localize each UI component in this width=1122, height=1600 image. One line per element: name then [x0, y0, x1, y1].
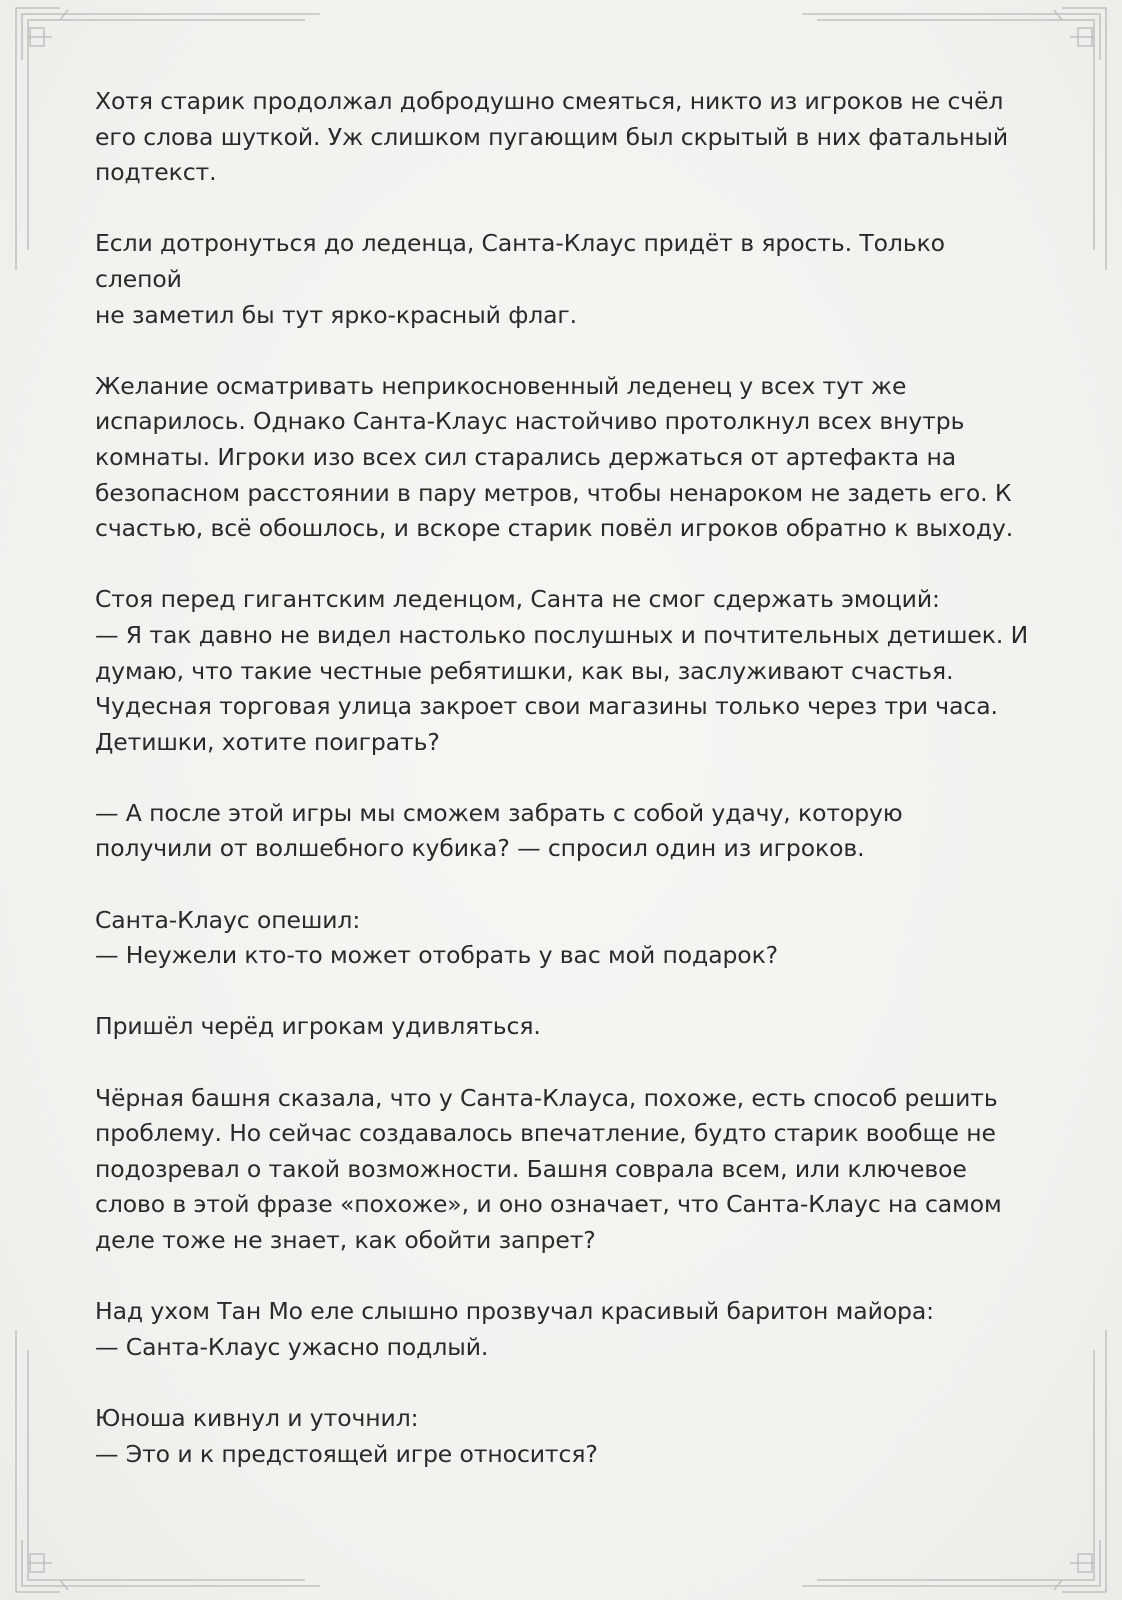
paragraph-4: [95, 582, 1035, 760]
paragraph-5: [95, 796, 1035, 867]
text-line: проблему. Но сейчас создавалось впечатление, будто старик вообще не: [95, 1119, 996, 1148]
text-line: получили от волшебного кубика? — спросил один из игроков.: [95, 834, 865, 863]
text-line: Санта-Клаус опешил:: [95, 905, 361, 934]
text-line: Чудесная торговая улица закроет свои магазины только через три часа.: [95, 692, 998, 721]
text-line: Пришёл черёд игрокам удивляться.: [95, 1012, 541, 1041]
paragraph-6: [95, 903, 1035, 974]
text-line: Чёрная башня сказала, что у Санта-Клауса, похоже, есть способ решить: [95, 1083, 998, 1112]
text-line: счастью, всё обошлось, и вскоре старик повёл игроков обратно к выходу.: [95, 514, 1014, 543]
text-line: комнаты. Игроки изо всех сил старались держаться от артефакта на: [95, 442, 957, 471]
text-line: Над ухом Тан Мо еле слышно прозвучал красивый баритон майора:: [95, 1297, 934, 1326]
text-line: думаю, что такие честные ребятишки, как вы, заслуживают счастья.: [95, 656, 954, 685]
paragraph-7: [95, 1009, 1035, 1045]
text-line: испарилось. Однако Санта-Клаус настойчиво протолкнул всех внутрь: [95, 407, 965, 436]
text-line: — Санта-Клаус ужасно подлый.: [95, 1332, 489, 1361]
text-line: его слова шуткой. Уж слишком пугающим был скрытый в них фатальный: [95, 122, 1009, 151]
document-text: [95, 84, 1035, 1508]
text-line: — А после этой игры мы сможем забрать с собой удачу, которую: [95, 798, 903, 827]
text-line: Юноша кивнул и уточнил:: [95, 1403, 419, 1432]
text-line: подозревал о такой возможности. Башня соврала всем, или ключевое: [95, 1154, 967, 1183]
text-line: Детишки, хотите поиграть?: [95, 727, 440, 756]
paragraph-1: [95, 84, 1035, 191]
text-line: безопасном расстоянии в пару метров, чтобы ненароком не задеть его. К: [95, 478, 1012, 507]
text-line: подтекст.: [95, 158, 217, 187]
text-line: деле тоже не знает, как обойти запрет?: [95, 1226, 596, 1254]
paragraph-9: [95, 1294, 1035, 1365]
text-line: слово в этой фразе «похоже», и оно означает, что Санта-Клаус на самом: [95, 1190, 1002, 1219]
text-line: не заметил бы тут ярко-красный флаг.: [95, 300, 578, 329]
paragraph-8: [95, 1081, 1035, 1259]
paragraph-2: [95, 226, 1035, 333]
text-line: Желание осматривать неприкосновенный леденец у всех тут же: [95, 371, 907, 400]
text-line: Стоя перед гигантским леденцом, Санта не смог сдержать эмоций:: [95, 585, 940, 614]
text-line: — Я так давно не видел настолько послушных и почтительных детишек. И: [95, 620, 1029, 649]
paragraph-10: [95, 1401, 1035, 1472]
paragraph-3: [95, 369, 1035, 547]
text-line: — Неужели кто-то может отобрать у вас мой подарок?: [95, 941, 779, 970]
text-line: Хотя старик продолжал добродушно смеяться, никто из игроков не счёл: [95, 87, 1004, 115]
text-line: Если дотронуться до леденца, Санта-Клаус придёт в ярость. Только слепой: [95, 229, 945, 293]
text-line: — Это и к предстоящей игре относится?: [95, 1439, 598, 1468]
